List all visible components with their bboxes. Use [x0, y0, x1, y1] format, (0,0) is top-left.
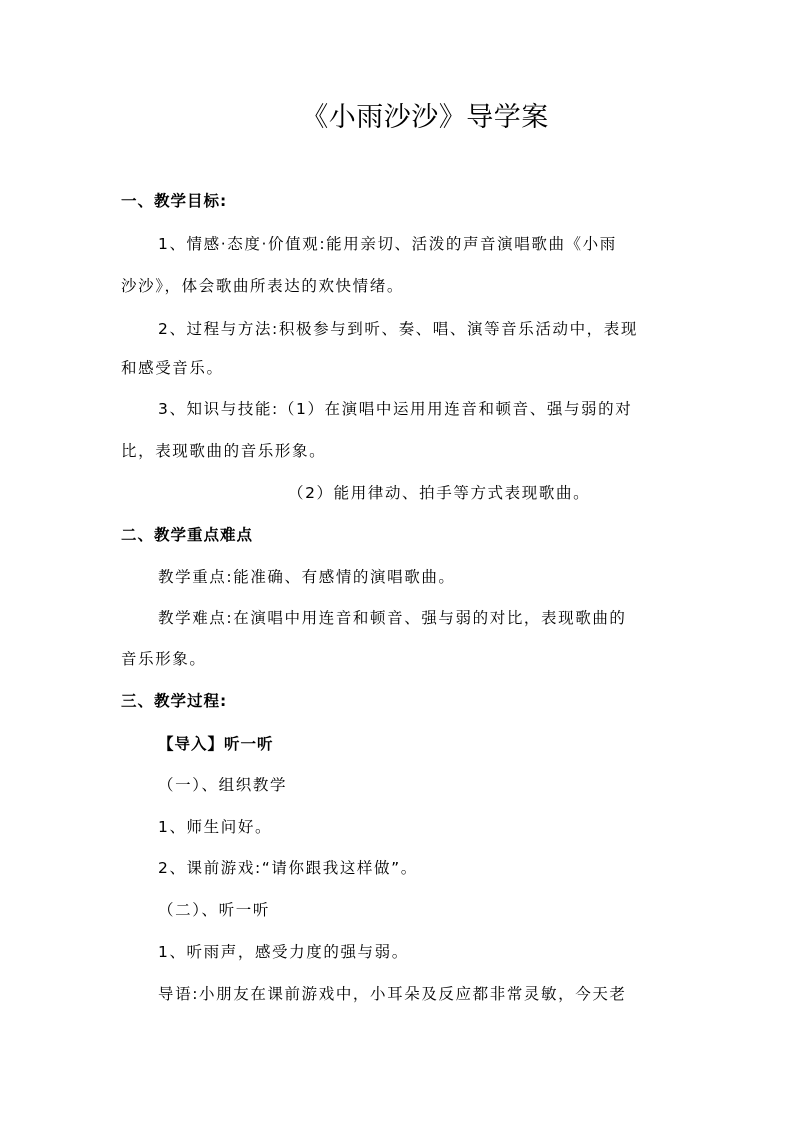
objective-1-line-1: 1、情感·态度·价值观:能用亲切、活泼的声音演唱歌曲《小雨 [158, 235, 617, 253]
process-step-1: 1、师生问好。 [158, 818, 273, 836]
process-listen-1: 1、听雨声，感受力度的强与弱。 [158, 943, 409, 961]
objective-3-line-3: （2）能用律动、拍手等方式表现歌曲。 [288, 484, 591, 502]
objective-2-line-1: 2、过程与方法:积极参与到听、奏、唱、演等音乐活动中，表现 [158, 320, 638, 338]
teaching-focus: 教学重点:能准确、有感情的演唱歌曲。 [158, 568, 456, 586]
objective-2-line-2: 和感受音乐。 [121, 359, 224, 377]
process-step-2: 2、课前游戏:“请你跟我这样做”。 [158, 859, 418, 877]
process-intro: 【导入】听一听 [158, 735, 274, 753]
section-heading-objectives: 一、教学目标: [121, 192, 228, 210]
process-guide-text: 导语:小朋友在课前游戏中，小耳朵及反应都非常灵敏，今天老 [158, 985, 627, 1003]
section-heading-process: 三、教学过程: [121, 692, 228, 710]
objective-3-line-2: 比，表现歌曲的音乐形象。 [121, 442, 327, 460]
teaching-difficulty-line-1: 教学难点:在演唱中用连音和顿音、强与弱的对比，表现歌曲的 [158, 609, 627, 627]
objective-3-line-1: 3、知识与技能:（1）在演唱中运用用连音和顿音、强与弱的对 [158, 400, 633, 418]
document-title: 《小雨沙沙》导学案 [301, 102, 549, 133]
teaching-difficulty-line-2: 音乐形象。 [121, 650, 207, 668]
section-heading-key-points: 二、教学重点难点 [121, 526, 254, 544]
process-part-2-heading: （二）、听一听 [158, 901, 270, 919]
process-part-1-heading: （一）、组织教学 [158, 776, 288, 794]
objective-1-line-2: 沙沙》，体会歌曲所表达的欢快情绪。 [121, 277, 404, 295]
